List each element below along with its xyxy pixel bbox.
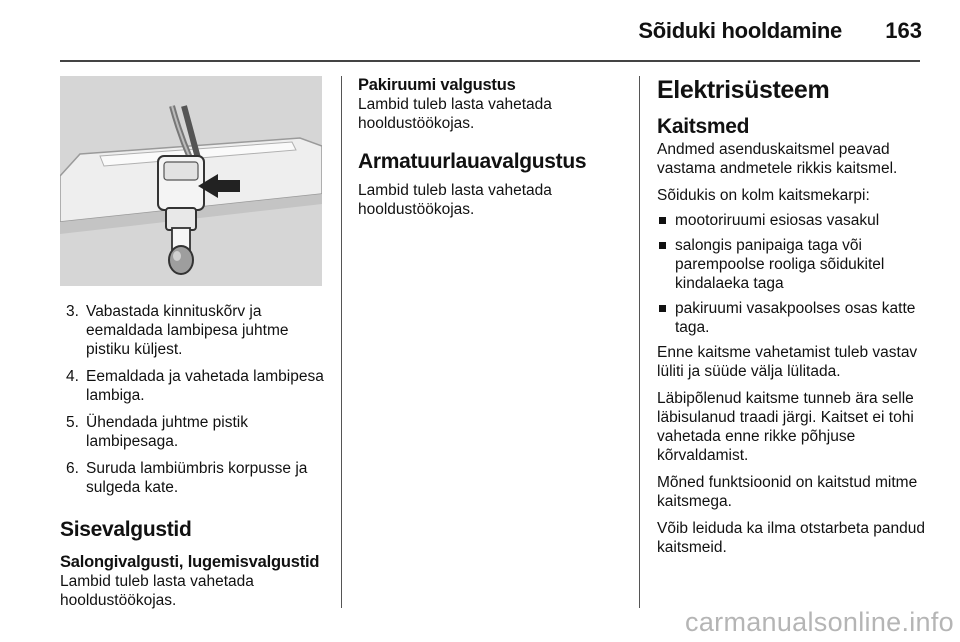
fuses-intro: Andmed asenduskaitsmel peavad vastama andmetele rikkis kaitsmel. [657,141,898,177]
heading-fuses: Kaitsmed [657,115,750,138]
fuse-boxes-intro: Sõidukis on kolm kaitsmekarpi: [657,187,870,204]
trunk-lighting-text: Lambid tuleb lasta vahetada hooldustöökojas. [358,96,552,132]
column-2 [358,76,626,227]
running-title: Sõiduki hooldamine [638,18,842,43]
fuse-paragraph: Enne kaitsme vahetamist tuleb vastav lüliti ja süüde välja lülitada. [657,344,918,380]
page-number: 163 [885,18,922,43]
step-item: 3. Vabastada kinnituskõrv ja eemaldada lambipesa juhtme pistiku küljest. [66,303,289,358]
list-item: mootoriruumi esiosas vasakul [657,211,925,230]
list-item: pakiruumi vasakpoolses osas katte taga. [657,299,925,337]
column-1 [60,76,324,610]
dashboard-lighting-text: Lambid tuleb lasta vahetada hooldustöökojas. [358,182,552,218]
heading-electrical-system: Elektrisüsteem [657,76,830,104]
replacement-steps [60,302,324,497]
fuse-paragraph: Mõned funktsioonid on kaitstud mitme kaitsmega. [657,474,918,510]
step-item: 5. Ühendada juhtme pistik lambipesaga. [66,414,248,450]
bulb-socket-illustration [60,76,322,286]
subsection-text: Lambid tuleb lasta vahetada hooldustöökojas. [60,573,254,609]
subsection-heading-cabin-lights: Salongivalgusti, lugemisvalgustid [60,553,320,571]
column-3 [657,76,925,565]
step-item: 4. Eemaldada ja vahetada lambipesa lambiga. [66,368,324,404]
heading-dashboard-lighting: Armatuurlauavalgustus [358,150,587,173]
fuse-box-list [657,211,925,337]
list-item: salongis panipaiga taga või parempoolse rooliga sõidukitel kindalaeka taga [657,236,925,293]
column-divider [341,76,342,608]
section-heading-interior-lights: Sisevalgustid [60,518,192,541]
fuse-paragraph: Läbipõlenud kaitsme tunneb ära selle läbisulanud traadi järgi. Kaitset ei tohi vahetada enne rikke põhjuse kõrvaldamist. [657,390,914,464]
column-divider [639,76,640,608]
page-header [0,0,960,60]
fuse-paragraph: Võib leiduda ka ilma otstarbeta pandud kaitsmeid. [657,520,925,556]
watermark: carmanualsonline.info [685,607,954,637]
step-item: 6. Suruda lambiümbris korpusse ja sulgeda kate. [66,460,308,496]
header-rule [60,60,920,62]
heading-trunk-lighting: Pakiruumi valgustus [358,76,516,94]
bulb-socket-drawing [60,76,322,286]
